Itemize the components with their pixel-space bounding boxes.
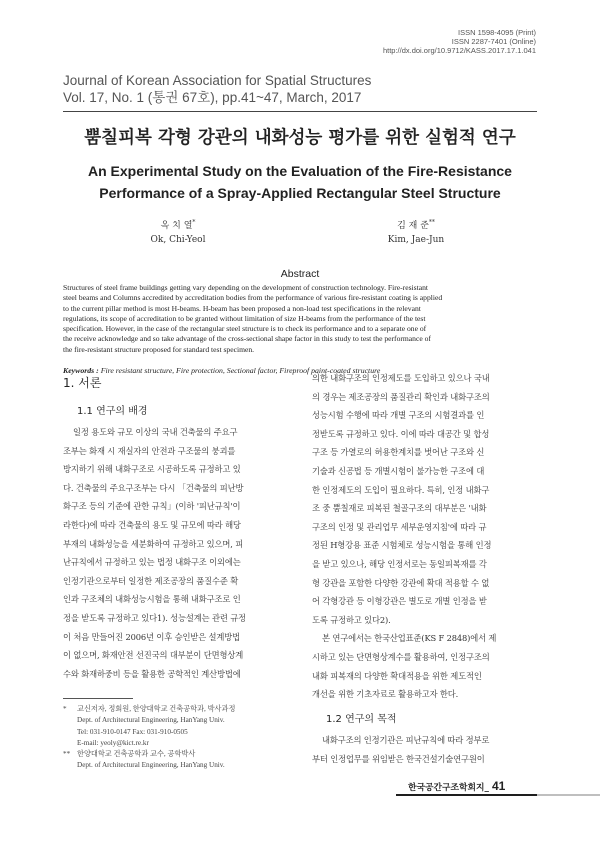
header-rule	[63, 111, 537, 112]
section-1-2-heading: 1.2 연구의 목적	[326, 714, 397, 725]
body-line: 내화 피복재의 다양한 확대적용을 위한 제도적인	[312, 670, 482, 681]
body-line: 부재의 내화성능을 세분화하여 규정하고 있으며, 피	[63, 538, 244, 549]
english-title	[0, 160, 600, 204]
author-2-mark: **	[428, 219, 435, 226]
keywords-label: Keywords :	[63, 366, 99, 375]
body-line: 부터 인정업무를 위임받은 한국건설기술연구원이	[312, 753, 485, 764]
folio-rule	[396, 794, 537, 796]
body-line: 내화구조의 인정기관은 피난규칙에 따라 정부로	[322, 735, 490, 745]
body-line: 기술과 신공법 등 개별시험이 불가능한 구조에 대	[312, 465, 485, 476]
author-2-english: Kim, Jae-Jun	[387, 235, 445, 245]
body-line: 을 받고 있으나, 해당 인정서로는 동일피복재를 각	[312, 558, 487, 569]
body-line: 시하고 있는 단면형상계수를 활용하여, 인정구조의	[312, 651, 490, 662]
body-line: 본 연구에서는 한국산업표준(KS F 2848)에서 제	[322, 633, 497, 644]
body-line: 다. 건축물의 주요구조부는 다시 「건축물의 피난방	[63, 482, 244, 493]
folio-journal: 한국공간구조학회지	[408, 783, 485, 793]
footnote-2-mark: **	[63, 750, 71, 759]
footnote-line: E-mail: yeoly@kict.re.kr	[77, 738, 149, 747]
author-2	[346, 216, 486, 247]
body-line: 화구조 등의 기준에 관한 규칙」(이하 '피난규칙'이	[63, 501, 241, 512]
footnote-line: Dept. of Architectural Engineering, HanYang Univ.	[77, 761, 225, 770]
folio-rule-accent	[537, 794, 600, 796]
author-2-korean: 김 재 준	[397, 221, 429, 231]
abstract-line: regulations, its scope of accreditation to be granted without limitation of size H-beams from the performance of the test	[63, 313, 426, 323]
body-line: 어 각형강관 등 이형강관은 별도로 개별 인정을 받	[312, 596, 487, 607]
body-line: 구조 등 가열로의 허용한계치를 벗어난 구조와 신	[312, 447, 485, 458]
body-line: 정된 H형강용 표준 시험체로 성능시험을 통해 인정	[312, 540, 492, 551]
footnote-line: Tel: 031-910-0147 Fax: 031-910-0505	[77, 727, 188, 736]
korean-title: 뿜칠피복 각형 강관의 내화성능 평가를 위한 실험적 연구	[84, 128, 516, 148]
abstract-line: steel beams and Columns accredited by accreditation bodies from the performance of various fire-resistant coating is applied	[63, 293, 443, 303]
body-line: 성능시험 수행에 따라 개별 구조의 시험결과를 인	[312, 410, 485, 421]
doi-link[interactable]: http://dx.doi.org/10.9712/KASS.2017.17.1.041	[382, 46, 536, 55]
right-column-text-c	[312, 731, 537, 768]
body-line: 의한 내화구조의 인정제도를 도입하고 있으나 국내	[312, 373, 490, 383]
abstract-line: the fire-resistant structure proposed for standard test specimen.	[63, 344, 255, 354]
abstract-line: Structures of steel frame buildings getting vary depending on the development of construction technology. Fire-resistant	[63, 283, 428, 292]
author-1-english: Ok, Chi-Yeol	[150, 235, 206, 245]
footnote-rule	[63, 698, 133, 699]
body-line: 의 경우는 제조공장의 품질관리 확인과 내화구조의	[312, 391, 490, 402]
abstract-heading: Abstract	[280, 268, 320, 280]
body-line: 한 인정제도의 도입이 필요하다. 특히, 인정 내화구	[312, 484, 490, 495]
keywords-text: Fire resistant structure, Fire protection, Sectional factor, Fireproof paint-coated structure	[100, 366, 381, 375]
body-line: 이 없으며, 화재안전 선진국의 대부분이 단면형상계	[63, 650, 244, 661]
body-line: 방지하기 위해 내화구조로 시공하도록 규정하고 있	[63, 464, 241, 475]
body-line: 정받도록 규정하고 있다. 이에 따라 대공간 및 합성	[312, 428, 490, 439]
footnotes	[63, 704, 273, 772]
footnote-line: 한양대학교 건축공학과 교수, 공학박사	[77, 750, 196, 759]
page-number: 41	[491, 779, 506, 793]
page-folio	[408, 779, 505, 793]
body-line: 조 중 뿜칠재로 피복된 철골구조의 대부분은 '내화	[312, 503, 487, 514]
journal-name: Journal of Korean Association for Spatial Structures	[63, 73, 372, 88]
body-line: 구조의 인정 및 관리업무 세부운영지침'에 따라 규	[312, 521, 487, 532]
body-line: 정을 받도록 규정하고 있다1). 성능설계는 관련 규정	[63, 612, 246, 623]
english-title-line-1: An Experimental Study on the Evaluation of the Fire-Resistance	[88, 163, 512, 179]
body-line: 수와 화재하중비 등을 활용한 공학적인 계산방법에	[63, 668, 241, 679]
footnote-1-mark: *	[63, 705, 67, 713]
english-title-line-2: Performance of a Spray-Applied Rectangular Steel Structure	[99, 185, 501, 201]
footnote-line: Dept. of Architectural Engineering, HanYang Univ.	[77, 716, 225, 725]
issn-online: ISSN 2287-7401 (Online)	[451, 37, 536, 46]
body-line: 라한다)에 따라 건축물의 용도 및 규모에 따라 해당	[63, 519, 241, 530]
body-line: 인과 구조체의 내화성능시험을 통해 내화구조로 인	[63, 594, 241, 605]
abstract-body	[63, 283, 537, 355]
left-column-text	[63, 423, 287, 683]
volume-line: Vol. 17, No. 1 (통권 67호), pp.41~47, March, 2017	[63, 90, 362, 105]
journal-info	[63, 72, 371, 106]
issn-block	[383, 28, 536, 55]
body-line: 도록 규정하고 있다2).	[312, 614, 391, 625]
abstract-line: specification. However, in the case of the rectangular steel structure is to check its performance and to a separate one of	[63, 324, 427, 334]
issn-print: ISSN 1598-4095 (Print)	[458, 28, 536, 37]
author-1	[108, 216, 248, 247]
body-line: 일정 용도와 규모 이상의 국내 건축물의 주요구	[73, 427, 238, 437]
section-1-1-heading: 1.1 연구의 배경	[77, 406, 148, 417]
abstract-line: to the current pillar method is most H-beams. H-beam has been proposed a non-load test specifications in the relevant	[63, 303, 421, 313]
folio-separator: _	[484, 783, 489, 793]
section-1-heading: 1. 서론	[63, 376, 102, 390]
body-line: 인정기관으로부터 일정한 제조공장의 품질수준 확	[63, 575, 239, 586]
body-line: 개선을 위한 기초자료로 활용하고자 한다.	[312, 689, 459, 700]
body-line: 난규칙에서 규정하고 있는 법정 내화구조 이외에는	[63, 557, 241, 568]
author-1-mark: *	[192, 219, 196, 226]
body-line: 형 강관을 포함한 다양한 강관에 확대 적용할 수 없	[312, 577, 490, 588]
body-line: 조부는 화재 시 재실자의 안전과 구조물의 붕괴를	[63, 445, 236, 456]
right-column-text-a	[312, 369, 537, 704]
body-line: 이 처음 만들어진 2006년 이후 승인받은 설계방법	[63, 631, 241, 642]
abstract-line: the receive acknowledge and so take advantage of the cross-sectional shape factor in this study to test the performance of	[63, 334, 431, 344]
footnote-line: 교신저자, 정회원, 한양대학교 건축공학과, 박사과정	[77, 705, 236, 713]
author-1-korean: 옥 치 열	[160, 221, 193, 231]
